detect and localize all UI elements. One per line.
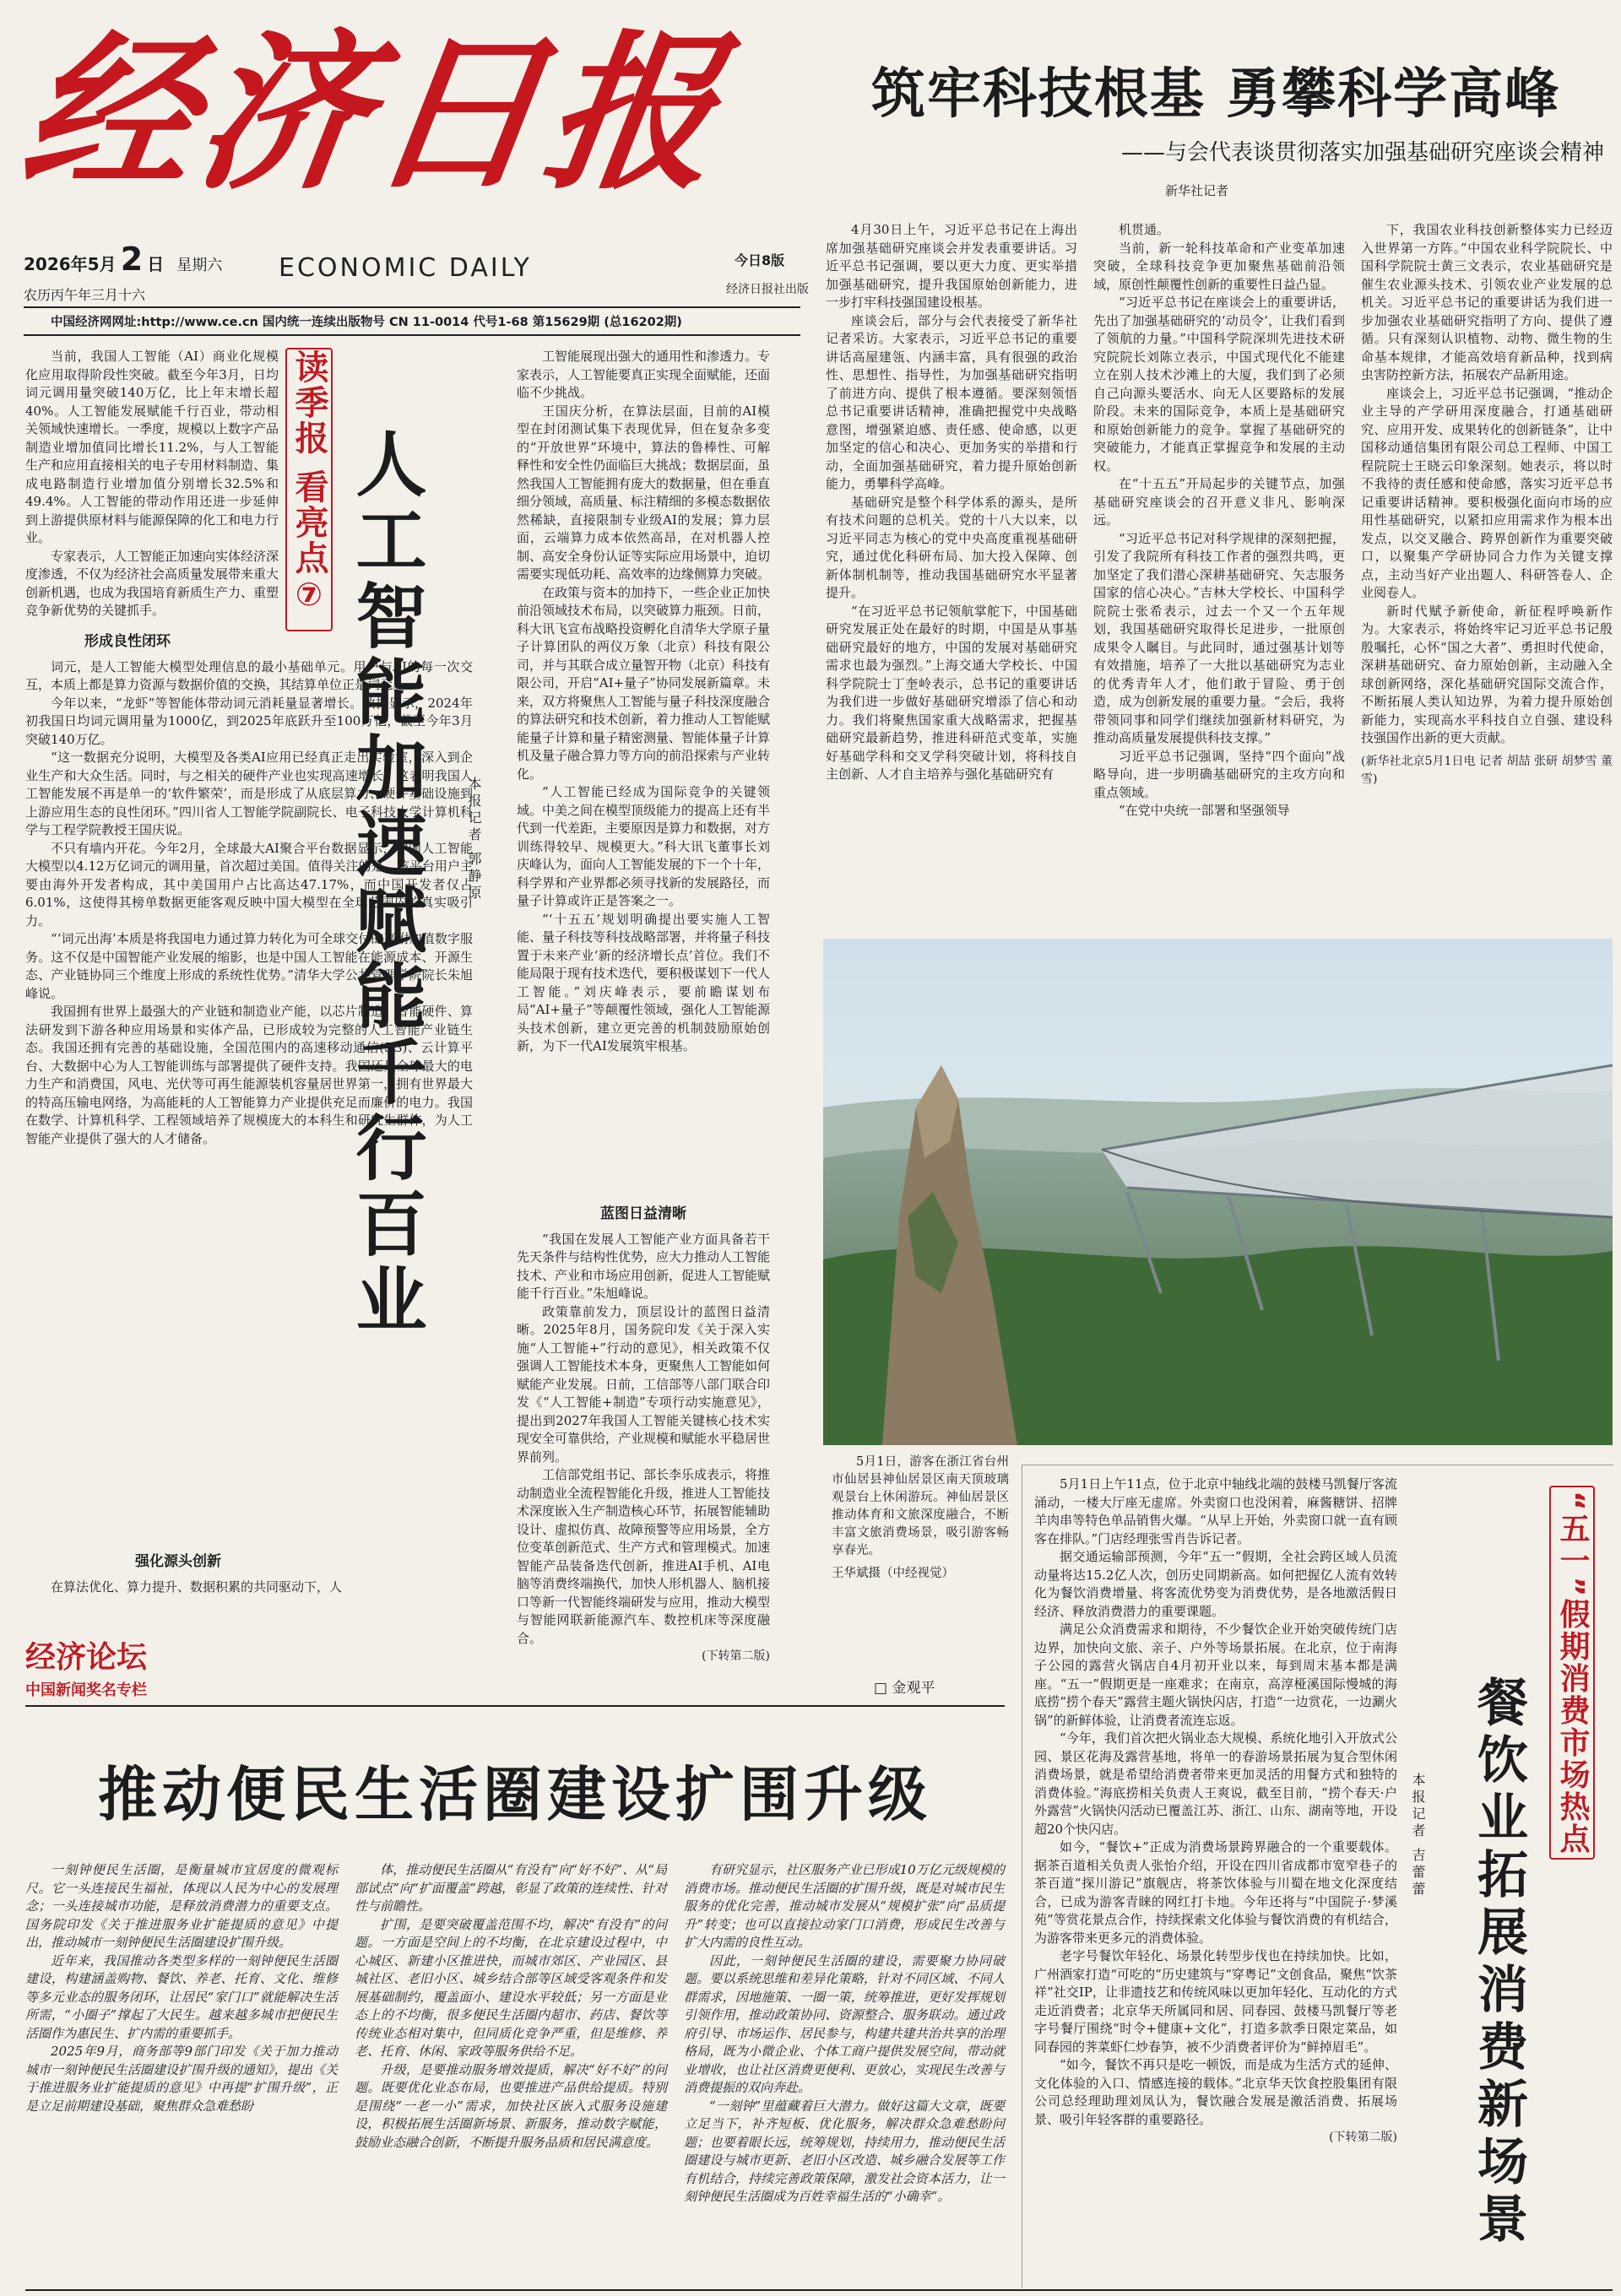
forum-rule — [25, 1705, 1005, 1707]
paragraph: 当前，新一轮科技革命和产业变革加速突破，全球科技竞争更加聚焦基础前沿领域，原创性颠覆性创新的重要性日益凸显。 — [1093, 240, 1345, 292]
masthead-rule-top — [24, 306, 800, 308]
lead-byline: 新华社记者 — [1165, 183, 1229, 198]
paragraph: 近年来，我国推动各类型多样的一刻钟便民生活圈建设，构建涵盖购物、餐饮、养老、托育、文化、维修等多元业态的服务闭环，让居民“家门口”就能解决生活所需，“小圈子”撑起了大民生。越来越多城市把便民生活圈作为惠民生、扩内需的重要抓手。 — [25, 1952, 338, 2041]
photo-caption-text: 5月1日，游客在浙江省台州市仙居县神仙居景区南天顶玻璃观景台上休闲游玩。神仙居景区推动体育和文旅深度融合，不断丰富文旅消费场景，吸引游客畅享春光。 — [832, 1455, 1009, 1557]
lead-col-3 — [1361, 221, 1613, 905]
forum-column-name: 经济论坛 — [25, 1640, 148, 1675]
paragraph: 因此，一刻钟便民生活圈的建设，需要聚力协同破题。要以系统思维和差异化策略，针对不同区域、不同人群需求，因地施策、一圈一策，统筹推进，更好发挥规划引领作用，推动政策协同、资源整合、服务联动。通过政府引导、市场运作、居民参与，构建共建共治共享的治理格局，既为小微企业、个体工商户提供发展空间，带动就业增收，也让社区消费更便利、更放心，实现民生改善与消费提振的双向奔赴。 — [684, 1952, 1005, 2095]
paragraph: 在政策与资本的加持下，一些企业正加快前沿领域技术布局，以突破算力瓶颈。日前，科大讯飞宣布战略投资孵化自清华大学原子量子计算团队的两仪万象（北京）科技有限公司，并与其联合成立量智开物（北京）科技有限公司，开启“AI+量子”协同发展新篇章。未来，双方将聚焦人工智能与量子科技深度融合的算法研究和技术创新，着力推动人工智能赋能量子计算和量子精密测量、智能体量子计算机及量子融合算力等方向的前沿探索与产业转化。 — [517, 584, 771, 782]
ai-col-1b-text — [25, 658, 473, 1149]
paragraph: “今年，我们首次把火锅业态大规模、系统化地引入开放式公园、景区花海及露营基地，将单一的春游场景拓展为复合型休闲消费场景，就是希望给消费者带来更加灵活的用餐方式和独特的消费体验。”海底捞相关负责人王爽说，截至目前，“捞个春天·户外露营”火锅快闪活动已覆盖江苏、浙江、山东、湖南等地，开设超20个快闪店。 — [1034, 1730, 1397, 1837]
forum-author: □ 金观平 — [874, 1680, 935, 1697]
paragraph: “如今，餐饮不再只是吃一顿饭，而是成为生活方式的延伸、文化体验的入口、情感连接的载体。”北京华天饮食控股集团有限公司总经理助理刘凤认为，餐饮融合发展是激活消费、拓展场景、吸引年轻客群的重要路径。 — [1034, 2057, 1397, 2127]
weekday: 星期六 — [176, 257, 223, 274]
paragraph: “我国在发展人工智能产业方面具备若干先天条件与结构性优势，应大力推动人工智能技术、产业和市场应用创新，促进人工智能赋能千行百业。”朱旭峰说。 — [517, 1231, 771, 1301]
paragraph: 一刻钟便民生活圈，是衡量城市宜居度的微观标尺。它一头连接民生福祉，体现以人民为中心的发展理念；一头连接城市功能，是释放消费潜力的重要支点。国务院印发《关于推进服务业扩能提质的意见》中提出，推动城市一刻钟便民生活圈建设扩围升级。 — [25, 1862, 338, 1950]
ai-col-1 — [25, 348, 279, 618]
paragraph: 2025年9月，商务部等9部门印发《关于加力推动城市一刻钟便民生活圈建设扩围升级的通知》，提出《关于推进服务业扩能提质的意见》中再提“扩围升级”，正是立足前期建设基础，聚焦群众急难愁盼 — [25, 2044, 338, 2114]
masthead-rule-bottom — [24, 334, 800, 336]
holiday-body — [1034, 1476, 1397, 2277]
paragraph: 机贯通。 — [1119, 222, 1170, 237]
lead-title: 筑牢科技根基 勇攀科学高峰 — [870, 63, 1561, 126]
paragraph: 在算法优化、算力提升、数据积累的共同驱动下，人 — [51, 1578, 343, 1595]
paragraph: 工智能展现出强大的通用性和渗透力。专家表示，人工智能要真正实现全面赋能，还面临不少挑战。 — [517, 349, 771, 400]
paragraph: 扩围，是要突破覆盖范围不均，解决“有没有”的问题。一方面是空间上的不均衡，在北京建设过程中，中心城区、新建小区推进快，而城市郊区、产业园区、县城社区、老旧小区、城乡结合部等区域受客观条件和发展基础制约，覆盖面小、建设水平较低；另一方面是业态上的不均衡，很多便民生活圈内超市、药店、餐饮等传统业态相对集中，但同质化竞争严重，但是维修、养老、托育、休闲、家政等服务供给不足。 — [355, 1916, 667, 2059]
paragraph: 满足公众消费需求和期待，不少餐饮企业开始突破传统门店边界，加快向文旅、亲子、户外等场景拓展。在北京，位于南海子公园的露营火锅店自4月初开业以来，每到周末基本都是满座。“五一”假期更是一座难求；在南京，高淳桠溪国际慢城的海底捞“捞个春天”露营主题火锅快闪店，打造“一边赏花，一边涮火锅”的新鲜体验，让消费者流连忘返。 — [1034, 1622, 1397, 1728]
ai-tag-num: ⑦ — [295, 575, 323, 613]
date-day: 2 — [120, 241, 144, 278]
lunar-date: 农历丙午年三月十六 — [24, 287, 146, 303]
paragraph: 习近平总书记强调，坚持“四个面向”战略导向，进一步明确基础研究的主攻方向和重点领域。 — [1093, 748, 1345, 800]
paragraph: “‘词元出海’本质是将我国电力通过算力转化为可全球交付的高附加值数字服务。这不仅是中国智能产业发展的缩影，也是中国人工智能在能源成本、开源生态、产业链协同三个维度上形成的系统性优势。”清华大学公共管理学院院长朱旭峰说。 — [25, 931, 473, 1001]
paragraph: “在党中央统一部署和坚强领导 — [1119, 803, 1290, 818]
paragraph: 升级，是要推动服务增效提质，解决“好不好”的问题。既要优化业态布局，也要推进产品供给提质。特别是围绕“一老一小”需求，加快社区嵌入式服务设施建设，积极拓展生活圈新场景、新服务，推动数字赋能，鼓励业态融合创新，不断提升服务品质和居民满意度。 — [355, 2061, 667, 2150]
ai-tag-text: 读季报 看亮点 — [290, 349, 328, 576]
paragraph: “‘十五五’规划明确提出要实施人工智能、量子科技等科技战略部署，并将量子科技置于未来产业‘新的经济增长点’首位。我们不能局限于现有技术迭代，要积极谋划下一代人工智能。”刘庆峰表示，要前瞻谋划布局“AI+量子”等颠覆性领域，强化人工智能源头技术创新，建立更完善的机制鼓励原始创新，为下一代AI发展筑牢根基。 — [517, 911, 771, 1053]
forum-col-2 — [355, 1861, 667, 2288]
paragraph: 我国拥有世界上最强大的产业链和制造业产能，以芯片制造、智能硬件、算法研发到下游各种应用场景和实体产品，已形成较为完整的人工智能产业链生态。我国还拥有完善的基础设施，全国范围内的高速移动通信(5G)、云计算平台、大数据中心为人工智能训练与部署提供了硬件支持。我国还是全球最大的电力生产和消费国，风电、光伏等可再生能源装机容量居世界第一，拥有世界最大的特高压输电网络，为高能耗的人工智能算力产业提供充足而廉价的电力。我国在数学、计算机科学、工程领域培养了规模庞大的本科生和研究生群体，为人工智能产业提供了强大的人才储备。 — [25, 1004, 473, 1146]
ai-tag — [285, 348, 333, 631]
ai-sub-3: 蓝图日益清晰 — [600, 1205, 686, 1222]
ai-byline: 本报记者 郭静原 — [466, 777, 482, 903]
ai-col-2b-text — [517, 1231, 770, 1649]
paragraph: 今年以来，“龙虾”等智能体带动词元消耗量显著增长。数据显示，2024年初我国日均词元调用量为1000亿，到2025年底跃升至100万亿，截至今年3月突破140万亿。 — [25, 695, 473, 747]
holiday-byline: 本报记者 吉蕾蕾 — [1410, 1773, 1426, 1899]
lead-col-2-text — [1093, 221, 1345, 820]
paragraph: 当前，我国人工智能（AI）商业化规模化应用取得阶段性突破。截至今年3月，日均词元调用量突破140万亿，比上年末增长超40%。人工智能发展赋能千行百业，带动相关领域快速增长。一季度，规模以上数字产品制造业增加值同比增长11.2%，与人工智能生产和应用直接相关的电子专用材料制造、集成电路制造行业增加值分别增长32.5%和49.4%。人工智能的带动作用还进一步延伸到上游提供原材料与能源保障的化工和电力行业。 — [25, 349, 279, 545]
paragraph: 如今，“餐饮+”正成为消费场景跨界融合的一个重要载体。据茶百道相关负责人张怡介绍，开设在四川省成都市宽窄巷子的茶百道“探川游记”旗舰店，将茶饮体验与川蜀在地文化深度结合，已成为游客青睐的网红打卡地。今年还将与“中国院子·梦溪苑”等赏花景点合作，持续探索文化体验与餐饮消费的有机结合，为游客带来更多元的消费体验。 — [1034, 1839, 1397, 1946]
forum-award: 中国新闻奖名专栏 — [25, 1681, 147, 1699]
ai-sub-1: 形成良性闭环 — [84, 633, 171, 650]
holiday-tag: “五一”假期消费市场热点 — [1549, 1486, 1595, 1860]
info-bar: 中国经济网网址:http://www.ce.cn 国内统一连续出版物号 CN 11-0014 代号1-68 第15629期 (总16202期) — [51, 316, 682, 329]
paragraph: 座谈会上，习近平总书记强调，“推动企业主导的产学研用深度融合，打通基础研究、应用开发、成果转化的创新链条”，让中国移动通信集团有限公司总工程师、中国工程院院士王晓云印象深刻。她表示，将以时不我待的责任感和使命感，落实习近平总书记重要讲话精神。要积极强化面向市场的应用性基础研究，以紧扣应用需求作为根本出发点，以交叉融合、跨界创新作为重要突破口，以聚集产学研协同合力作为关键支撑点，主动当好产业出题人、科研答卷人、企业阅卷人。 — [1361, 385, 1613, 600]
ai-col-1-text — [25, 348, 279, 620]
date-line: 2026年5月 — [24, 254, 117, 274]
paragraph: “习近平总书记在座谈会上的重要讲话，先出了加强基础研究的‘动员令’，让我们看到了领航的力量。”中国科学院深圳先进技术研究院院长刘陈立表示，中国式现代化不能建立在别人技术沙滩上的大厦，我们到了必须自己向源头要活水、向无人区要路标的发展阶段。未来的国际竞争，本质上是基础研究和原始创新能力的竞争。掌握了基础研究的突破能力，才能真正掌握竞争和发展的主动权。 — [1093, 295, 1345, 474]
publisher: 经济日报社出版 — [726, 283, 809, 296]
paragraph: 基础研究是整个科学体系的源头，是所有技术问题的总机关。党的十八大以来，以习近平同志为核心的党中央高度重视基础研究，通过优化科研布局、加大投入保障、创新体制机制等，推动我国基础研究水平显著提升。 — [826, 494, 1077, 600]
ai-col-1c — [25, 1545, 473, 1612]
paragraph: 不只有墙内开花。今年2月，全球最大AI聚合平台数据显示，中国人工智能大模型以4.12万亿词元的调用量，首次超过美国。值得关注的是，该平台用户主要由海外开发者构成，其中美国用户占比高达47.17%，而中国开发者仅占6.01%，这使得其榜单数据更能客观反映中国大模型在全球范围内的真实吸引力。 — [25, 840, 473, 929]
holiday-headline: 餐饮业拓展消费新场景 — [1469, 1676, 1528, 2250]
photo-caption — [832, 1454, 1009, 1631]
ai-col-2b — [517, 1197, 771, 1663]
paragraph: 政策靠前发力，顶层设计的蓝图日益清晰。2025年8月，国务院印发《关于深入实施“人工智能+”行动的意见》，相关政策不仅强调人工智能技术本身，更聚焦人工智能如何赋能产业发展。日前，工信部等八部门联合印发《“人工智能+制造”专项行动实施意见》，提出到2027年我国人工智能关键核心技术实现安全可靠供给，产业规模和赋能水平稳居世界前列。 — [517, 1303, 771, 1465]
paragraph: “在习近平总书记领航掌舵下，中国基础研究发展正处在最好的时期，中国是从事基础研究最好的地方，中国的发展对基础研究需求也最为强烈。”上海交通大学校长、中国科学院院士丁奎岭表示，总书记的重要讲话为我们进一步做好基础研究增添了信心和动力。我们将聚焦国家重大战略需求，把握基础研究最新趋势，推进科研范式变革，实施好基础学科和交叉学科突破计划，将科技自主创新、人才自主培养与强化基础研究有 — [826, 603, 1077, 782]
paragraph: “这一数据充分说明，大模型及各类AI应用已经真正走出实验室，深入到企业生产和大众生活。同时，与之相关的硬件产业也实现高速增长，这表明我国人工智能发展不再是单一的‘软件繁荣’，而是形成了从底层算力、硬件基础设施到上游应用生态的良性闭环。”四川省人工智能学院副院长、电子科技大学计算机科学与工程学院教授王国庆说。 — [25, 750, 473, 837]
paragraph: 座谈会后，部分与会代表接受了新华社记者采访。大家表示，习近平总书记的重要讲话高屋建瓴、内涵丰富，具有很强的政治性、思想性、指导性，为加强基础研究指明了前进方向、提供了根本遵循。要深刻领悟总书记重要讲话精神，准确把握党中央战略意图，增强紧迫感、责任感、使命感，以更加坚定的信心和决心、更加务实的举措和行动，全面加强基础研究，着力提升原始创新能力，勇攀科学高峰。 — [826, 312, 1077, 491]
holiday-continued: (下转第二版) — [1329, 2131, 1397, 2144]
paragraph: “习近平总书记对科学规律的深刻把握，引发了我院所有科技工作者的强烈共鸣，更加坚定了我们潜心深耕基础研究、矢志服务国家的信心决心。”吉林大学校长、中国科学院院士张希表示，过去一个又一个五年规划，我国基础研究取得长足进步，一批原创成果令人瞩目。与此同时，通过强基计划等有效措施，培养了一大批以基础研究为志业的优秀青年人才，他们敢于冒险、勇于创造，成为创新发展的重要力量。“会后，我将带领同事和同学们继续加强新材料研究，为推动高质量发展提供科技支撑。” — [1093, 530, 1345, 745]
lead-subtitle: ——与会代表谈贯彻落实加强基础研究座谈会精神 — [1120, 140, 1604, 165]
forum-col-1 — [25, 1861, 338, 2288]
ai-col-2 — [517, 348, 770, 1205]
date-day-suffix: 日 — [147, 254, 165, 274]
holiday-body-text — [1034, 1476, 1397, 2129]
scenic-photo-art — [823, 939, 1613, 1445]
forum-col-2-text — [355, 1861, 667, 2152]
forum-title: 推动便民生活圈建设扩围升级 — [98, 1760, 932, 1829]
paragraph: 新时代赋予新使命，新征程呼唤新作为。大家表示，将始终牢记习近平总书记殷殷嘱托，心怀“国之大者”、勇担时代使命，深耕基础研究、奋力原始创新，主动融入全球创新网络，深化基础研究国际交流合作，不断拓展人类认知边界，为着力提升原始创新能力，实现高水平科技自立自强、建设科技强国作出新的更大贡献。 — [1361, 603, 1613, 745]
paragraph: “一刻钟”里蕴藏着巨大潜力。做好这篇大文章，既要立足当下，补齐短板、优化服务，解决群众急难愁盼问题；也要着眼长远，统筹规划，持续用力，推动便民生活圈建设与城市更新、老旧小区改造、城乡融合发展等工作有机结合，持续完善政策保障，激发社会资本活力，让一刻钟便民生活圈成为百姓幸福生活的“小确幸”。 — [684, 2098, 1005, 2204]
forum-col-3-text — [684, 1861, 1005, 2207]
ai-headline: 人工智能加速赋能千行百业 — [344, 427, 427, 1339]
forum-col-3 — [684, 1861, 1005, 2288]
paragraph: 词元，是人工智能大模型处理信息的最小基础单元。用户与AI的每一次交互，本质上都是算力资源与数据价值的交换，其结算单位正是词元。 — [25, 658, 473, 692]
ai-col-1b — [25, 625, 473, 1595]
page-bottom-rule — [25, 2289, 1613, 2291]
lead-col-2 — [1093, 221, 1345, 905]
paragraph: 下，我国农业科技创新整体实力已经迈入世界第一方阵。”中国农业科学院院长、中国科学院院士黄三文表示，农业基础研究是催生农业源头技术、引领农业产业发展的总机关。习近平总书记的重要讲话为我们进一步加强农业基础研究指明了方向、提供了遵循。只有深刻认识植物、动物、微生物的生命基本规律，才能高效培育新品种，找到病虫害防控新方法，拓展农产品新用途。 — [1361, 222, 1613, 382]
ai-sub-2: 强化源头创新 — [135, 1553, 221, 1570]
logo-text: 经济日报 — [11, 14, 735, 213]
paragraph: 王国庆分析，在算法层面，目前的AI模型在封闭测试集下表现优异，但在复杂多变的“开放世界”环境中，算法的鲁棒性、可解释性和安全性仍面临巨大挑战；数据层面，虽然我国人工智能拥有庞大的数据量，但在垂直细分领域，高质量、标注精细的多模态数据依然稀缺，直接限制专业级AI的发展；算力层面，云端算力成本依然高昂，在对机器人控制、高安全身份认证等实际应用场景中，迫切需要实现低功耗、高效率的边缘侧算力突破。 — [517, 403, 771, 582]
paragraph: 老字号餐饮年轻化、场景化转型步伐也在持续加快。比如，广州酒家打造“可吃的”历史建筑与“穿粤记”文创食品，聚焦“饮茶祥”社交IP，让非遗技艺和传统风味以更加年轻化、互动化的方式走近消费者；北京华天所属同和居、同春园、鼓楼马凯餐厅等老字号餐厅围绕“时令+健康+文化”，打造多款季日限定菜品，如同春园的荠菜虾仁炒春笋，被不少消费者评价为“鲜掉眉毛”。 — [1034, 1948, 1397, 2055]
ai-continued: (下转第二版) — [702, 1649, 770, 1663]
lead-col-3-text — [1361, 221, 1613, 748]
ai-col-1c-text — [25, 1578, 473, 1597]
paragraph: 有研究显示，社区服务产业已形成10万亿元级规模的消费市场。推动便民生活圈的扩围升级，既是对城市民生服务的优化完善，推动城市发展从“规模扩张”向“品质提升”转变；也可以直接拉动家门口消费，形成民生改善与扩大内需的良性互动。 — [684, 1862, 1005, 1950]
masthead-logo — [11, 14, 785, 219]
photo-credit: 王华斌摄（中经视觉） — [832, 1567, 954, 1580]
paragraph: 5月1日上午11点，位于北京中轴线北端的鼓楼马凯餐厅客流涌动，一楼大厅座无虚席。外卖窗口也没闲着，麻酱糖饼、招牌羊肉串等特色单品销售火爆。“从早上开始，外卖窗口就一直有顾客在排队。”门店经理张雪肖告诉记者。 — [1034, 1476, 1397, 1546]
paragraph: “人工智能已经成为国际竞争的关键领域。中美之间在模型顶级能力的提高上还有半代到一代差距，主要原因是算力和数据，对方训练得较早、规模更大。”科大讯飞董事长刘庆峰认为，面向人工智能发展的下一个十年，科学界和产业界都必须寻找新的发展路径，而量子计算或许正是答案之一。 — [517, 784, 771, 908]
paragraph: 体，推动便民生活圈从“有没有”向“好不好”、从“局部试点”向“扩面覆盖”跨越，彰显了政策的连续性、针对性与前瞻性。 — [355, 1862, 667, 1914]
lead-col-1 — [826, 221, 1077, 905]
paragraph: 工信部党组书记、部长李乐成表示，将推动制造业全流程智能化升级，推进人工智能技术深度嵌入生产制造核心环节，拓展智能辅助设计、虚拟仿真、故障预警等应用场景，全方位变革创新范式、生产方式和管理模式。加速智能产品装备迭代创新，推进AI手机、AI电脑等消费终端换代，加快人形机器人、脑机接口等新一代智能终端研发与应用，推动大模型与智能网联新能源汽车、数控机床等深度融合。 — [517, 1467, 771, 1646]
paragraph: 据交通运输部预测，今年“五一”假期，全社会跨区域人员流动量将达15.2亿人次，创历史同期新高。如何把握亿人流有效转化为餐饮消费增量、将客流优势变为消费优势，是各地激活假日经济、释放消费潜力的重要课题。 — [1034, 1549, 1397, 1619]
lead-credit: (新华社北京5月1日电 记者 胡喆 张研 胡梦雪 董雪) — [1361, 754, 1613, 786]
english-name: ECONOMIC DAILY — [279, 253, 532, 283]
forum-col-1-text — [25, 1861, 338, 2115]
page-count: 今日8版 — [735, 252, 785, 268]
lead-col-1-text — [826, 221, 1077, 784]
paragraph: 4月30日上午，习近平总书记在上海出席加强基础研究座谈会并发表重要讲话。习近平总书记强调，要以更大力度、更实举措加强基础研究，提升我国原始创新能力，进一步打牢科技强国建设根基。 — [826, 222, 1077, 310]
paragraph: 专家表示，人工智能正加速向实体经济深度渗透，不仅为经济社会高质量发展带来重大创新机遇，也成为我国培育新质生产力、重塑竞争新优势的关键抓手。 — [25, 548, 279, 618]
paragraph: 在“十五五”开局起步的关键节点，加强基础研究座谈会的召开意义非凡、影响深远。 — [1093, 476, 1345, 528]
ai-col-2-text — [517, 348, 770, 1056]
scenic-photo — [823, 939, 1613, 1445]
